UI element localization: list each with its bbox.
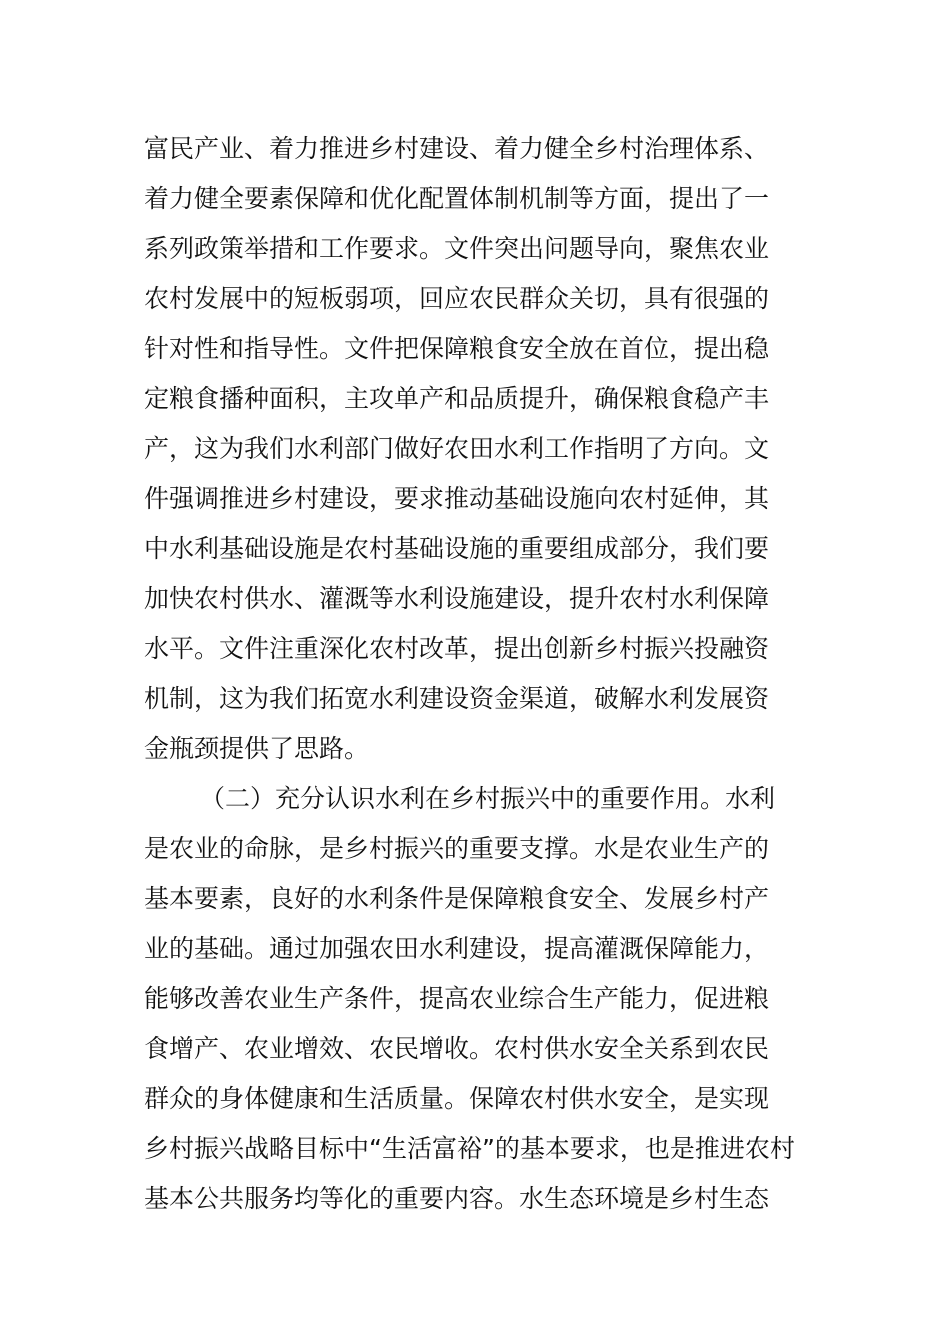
text-line: 加快农村供水、灌溉等水利设施建设，提升农村水利保障 xyxy=(144,584,770,613)
text-line: 是农业的命脉，是乡村振兴的重要支撑。水是农业生产的 xyxy=(144,834,770,863)
text-line: 件强调推进乡村建设，要求推动基础设施向农村延伸，其 xyxy=(144,484,770,513)
text-line: 乡村振兴战略目标中“生活富裕”的基本要求，也是推进农村 xyxy=(144,1134,795,1163)
text-line: 业的基础。通过加强农田水利建设，提高灌溉保障能力， xyxy=(144,934,770,963)
text-line: 食增产、农业增效、农民增收。农村供水安全关系到农民 xyxy=(144,1034,770,1063)
text-line: 产，这为我们水利部门做好农田水利工作指明了方向。文 xyxy=(144,434,770,463)
text-line: 基本要素，良好的水利条件是保障粮食安全、发展乡村产 xyxy=(144,884,770,913)
body-text xyxy=(144,124,809,1224)
text-line: 金瓶颈提供了思路。 xyxy=(144,734,370,763)
text-line: 机制，这为我们拓宽水利建设资金渠道，破解水利发展资 xyxy=(144,684,770,713)
text-line: 中水利基础设施是农村基础设施的重要组成部分，我们要 xyxy=(144,534,770,563)
text-line: 系列政策举措和工作要求。文件突出问题导向，聚焦农业 xyxy=(144,234,770,263)
text-line: 基本公共服务均等化的重要内容。水生态环境是乡村生态 xyxy=(144,1184,770,1213)
text-line: 着力健全要素保障和优化配置体制机制等方面，提出了一 xyxy=(144,184,770,213)
text-line: 能够改善农业生产条件，提高农业综合生产能力，促进粮 xyxy=(144,984,770,1013)
text-line: 农村发展中的短板弱项，回应农民群众关切，具有很强的 xyxy=(144,284,770,313)
section-heading-line: （二）充分认识水利在乡村振兴中的重要作用。水利 xyxy=(200,784,776,813)
text-line: 富民产业、着力推进乡村建设、着力健全乡村治理体系、 xyxy=(144,134,770,163)
text-line: 针对性和指导性。文件把保障粮食安全放在首位，提出稳 xyxy=(144,334,770,363)
text-line: 群众的身体健康和生活质量。保障农村供水安全，是实现 xyxy=(144,1084,770,1113)
text-line: 水平。文件注重深化农村改革，提出创新乡村振兴投融资 xyxy=(144,634,770,663)
text-line: 定粮食播种面积，主攻单产和品质提升，确保粮食稳产丰 xyxy=(144,384,770,413)
